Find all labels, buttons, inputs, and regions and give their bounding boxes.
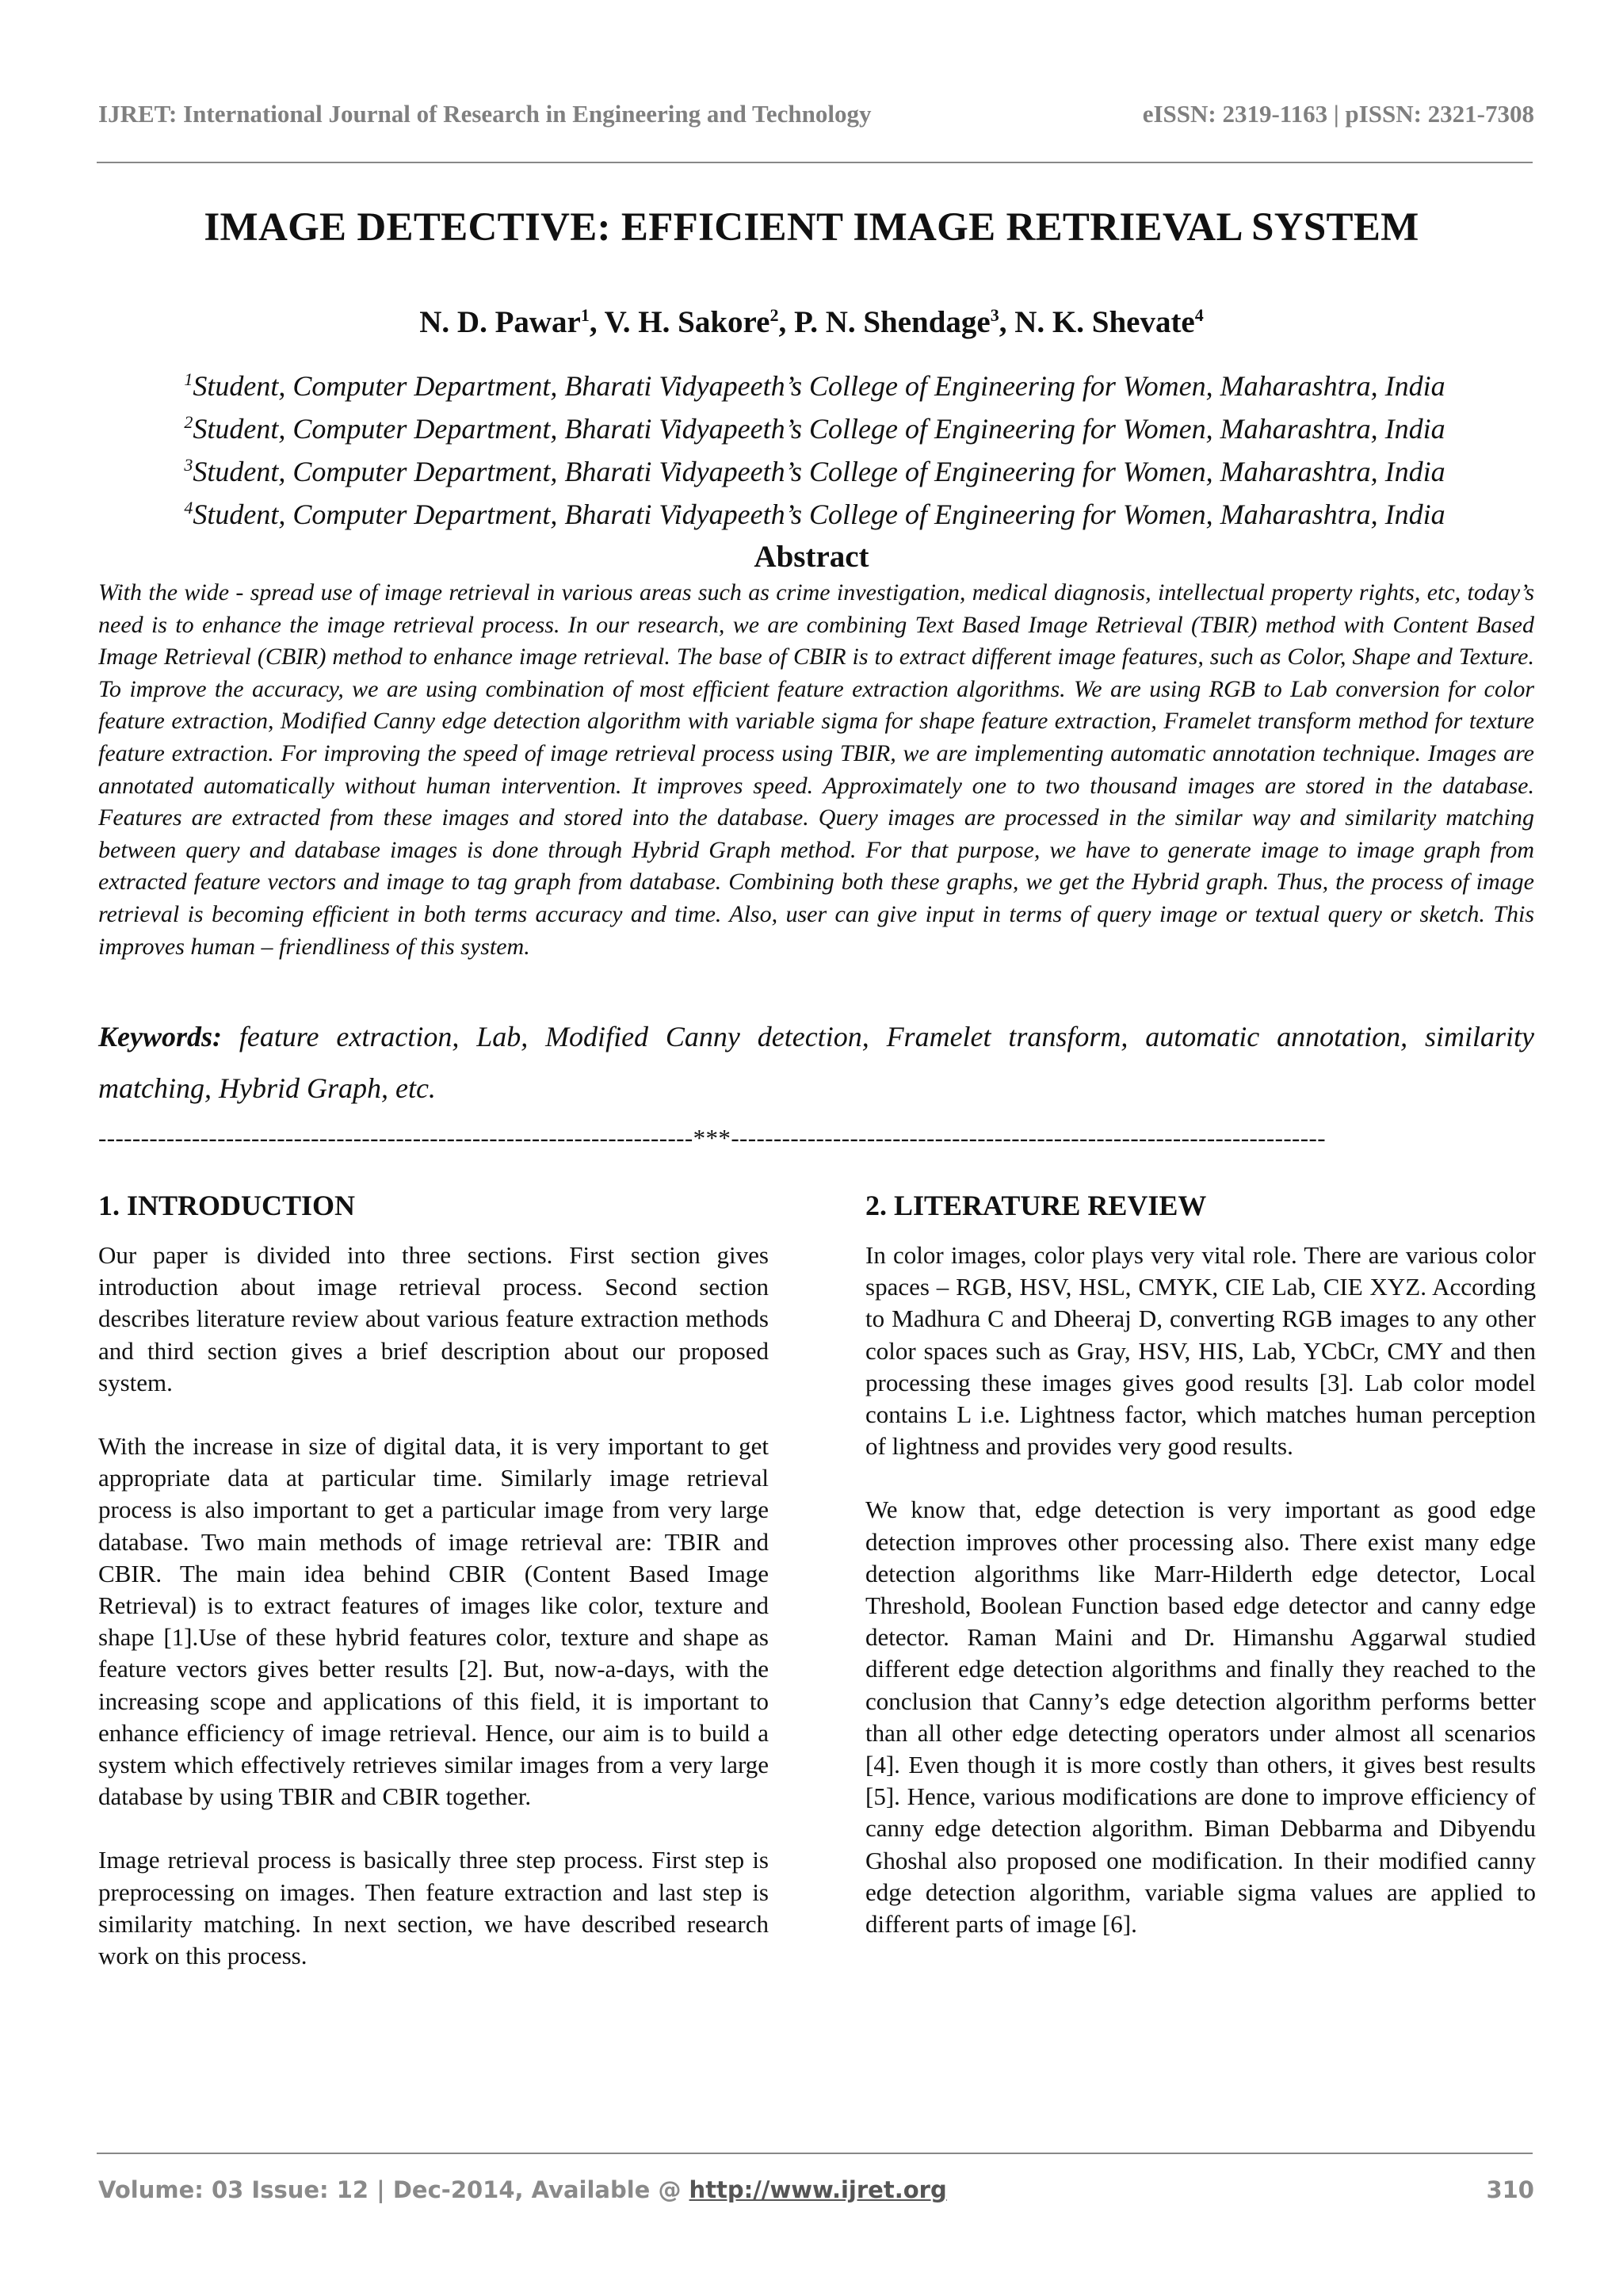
author: N. K. Shevate$^4$: [1014, 305, 1204, 339]
author: N. D. Pawar$^1$,: [419, 305, 605, 339]
journal-link[interactable]: http://www.ijret.org: [689, 2176, 947, 2203]
abstract-text: With the wide - spread use of image retrieval in various areas such as crime investigation, medical diagnosis, intellectual property rights, etc, today’s need is to enhance the image retrieval process. In our research, we are combining Text Based Image Retrieval (TBIR) method with Content Based Image Retrieval (CBIR) method to enhance image retrieval. The base of CBIR is to extract different image features, such as Color, Shape and Texture. To improve the accuracy, we are using combination of most efficient feature extraction algorithms. We are using RGB to Lab conversion for color feature extraction, Modified Canny edge detection algorithm with variable sigma for shape feature extraction, Framelet transform method for texture feature extraction. For improving the speed of image retrieval process using TBIR, we are implementing automatic annotation technique. Images are annotated automatically without human intervention. It improves speed. Approximately one to two thousand images are stored in the database. Features are extracted from these images and stored into the database. Query images are processed in the similar way and similarity matching between query and database images is done through Hybrid Graph method. For that purpose, we have to generate image to image graph from extracted feature vectors and image to tag graph from database. Combining both these graphs, we get the Hybrid graph. Thus, the process of image retrieval is becoming efficient in both terms accuracy and time. Also, user can give input in terms of query image or textual query or sketch. This improves human – friendliness of this system.: [98, 579, 1534, 960]
keywords-text: feature extraction, Lab, Modified Canny detection, Framelet transform, automatic annotation, similarity matching, Hybrid Graph, etc.: [98, 1021, 1535, 1104]
section-heading-literature-review: 2. LITERATURE REVIEW: [865, 1190, 1207, 1221]
paragraph: With the increase in size of digital data, it is very important to get appropriate data at particular time. Similarly image retrieval process is also important to get a particular image from very large database. Two main methods of image retrieval are: TBIR and CBIR. The main idea behind CBIR (Content Based Image Retrieval) is to extract features of images like color, texture and shape [1].Use of these hybrid features color, texture and shape as feature vectors gives better results [2]. But, now-a-days, with the increasing scope and applications of this field, it is important to enhance efficiency of image retrieval. Hence, our aim is to build a system which effectively retrieves similar images from a very large database by using TBIR and CBIR together.: [98, 1432, 769, 1811]
section-heading-introduction: 1. INTRODUCTION: [98, 1190, 356, 1221]
affiliation: $^1$Student, Computer Department, Bharati Vidyapeeth’s College of Engineering for Women, Maharashtra, India: [184, 369, 1445, 402]
abstract-heading: Abstract: [754, 540, 869, 574]
author: P. N. Shendage$^3$,: [793, 305, 1015, 339]
journal-name: IJRET: International Journal of Research in Engineering and Technology: [98, 100, 872, 128]
running-header: [98, 100, 1534, 135]
column-right: [865, 1189, 1536, 1972]
author: V. H. Sakore$^2$,: [604, 305, 794, 339]
paper-title: IMAGE DETECTIVE: EFFICIENT IMAGE RETRIEVAL SYSTEM: [204, 205, 1419, 250]
author-list: [0, 304, 1623, 340]
paragraph: Our paper is divided into three sections. First section gives introduction about image retrieval process. Second section describes literature review about various feature extraction methods and third section gives a brief description about our proposed system.: [98, 1241, 769, 1396]
section-separator: ----------------------------------------------------------------------***----------------------------------------------------------------------: [98, 1124, 1326, 1152]
paragraph: Image retrieval process is basically three step process. First step is preprocessing on images. Then feature extraction and last step is similarity matching. In next section, we have described research work on this process.: [98, 1846, 769, 1970]
page-number: 310: [1486, 2176, 1534, 2203]
affiliation: $^4$Student, Computer Department, Bharati Vidyapeeth’s College of Engineering for Women, Maharashtra, India: [184, 498, 1445, 530]
running-footer: [98, 2176, 1534, 2211]
keywords-label: Keywords:: [98, 1021, 222, 1052]
affiliations: [143, 361, 1487, 533]
paragraph: We know that, edge detection is very important as good edge detection improves other processing also. There exist many edge detection algorithms like Marr-Hilderth edge detector, Local Threshold, Boolean Function based edge detector and canny edge detector. Raman Maini and Dr. Himanshu Aggarwal studied different edge detection algorithms and finally they reached to the conclusion that Canny’s edge detection algorithm performs better than all other edge detecting operators under almost all scenarios [4]. Even though it is more costly than others, it gives best results [5]. Hence, various modifications are done to improve efficiency of canny edge detection algorithm. Biman Debbarma and Dibyendu Ghoshal also proposed one modification. In their modified canny edge detection algorithm, variable sigma values are applied to different parts of image [6].: [865, 1496, 1536, 1939]
column-left: [98, 1189, 769, 2004]
footer-rule: [97, 2153, 1533, 2154]
header-rule: [97, 162, 1533, 163]
affiliation: $^2$Student, Computer Department, Bharati Vidyapeeth’s College of Engineering for Women, Maharashtra, India: [184, 412, 1445, 445]
affiliation: $^3$Student, Computer Department, Bharati Vidyapeeth’s College of Engineering for Women, Maharashtra, India: [184, 455, 1445, 487]
keywords: [98, 1011, 1534, 1114]
paragraph: In color images, color plays very vital role. There are various color spaces – RGB, HSV, HSL, CMYK, CIE Lab, CIE XYZ. According to Madhura C and Dheeraj D, converting RGB images to any other color spaces such as Gray, HSV, HIS, Lab, YCbCr, CMY and then processing these images gives good results [3]. Lab color model contains L i.e. Lightness factor, which matches human perception of lightness and provides very good results.: [865, 1241, 1536, 1461]
issn: eISSN: 2319-1163 | pISSN: 2321-7308: [1142, 100, 1534, 128]
volume-info: Volume: 03 Issue: 12 | Dec-2014, Available @ http://www.ijret.org: [98, 2176, 947, 2203]
